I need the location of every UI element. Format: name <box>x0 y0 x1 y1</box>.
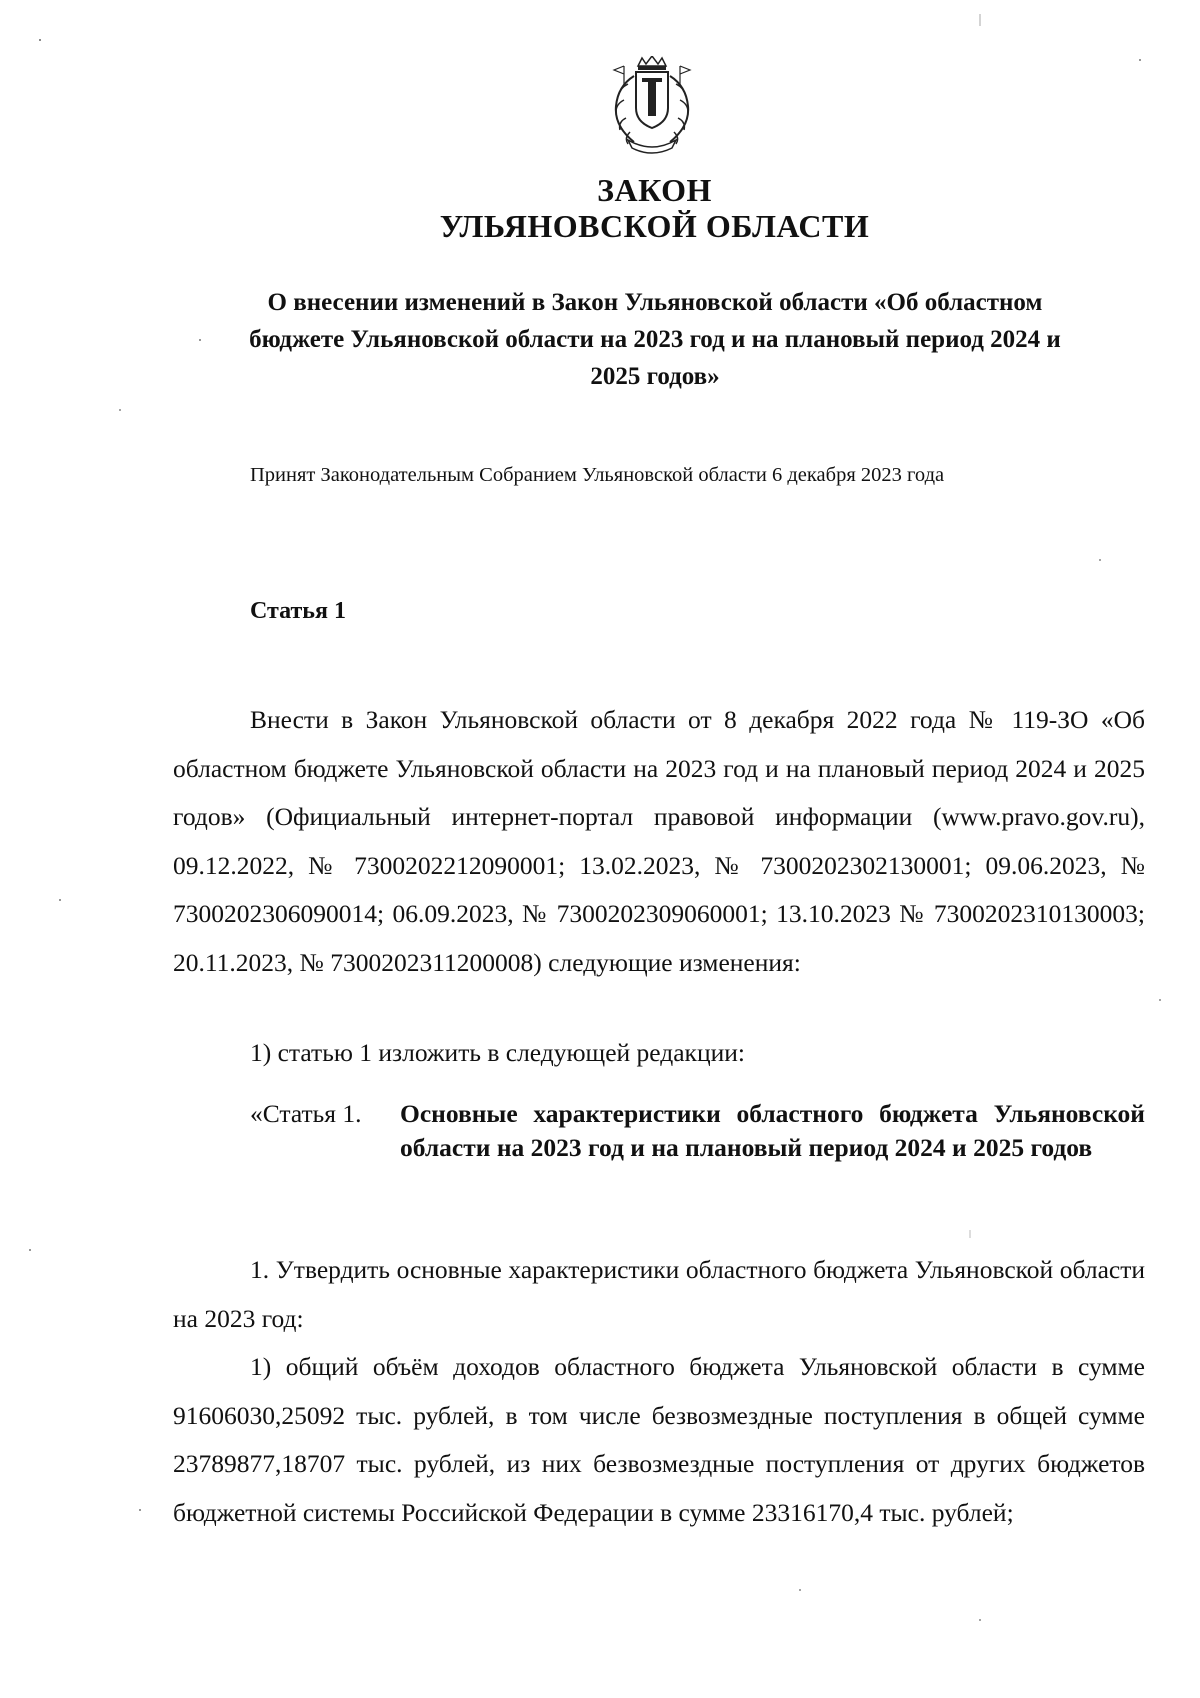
paragraph-2: 1) общий объём доходов областного бюджета Ульяновской области в сумме 91606030,25092 тыс. рублей, в том числе безвозмездные поступления в общей сумме 23789877,18707 тыс. рублей, из них безвозмездные поступления от других бюджетов бюджетной системы Российской Федерации в сумме 23316170,4 тыс. рублей; <box>173 1352 1145 1527</box>
adoption-note: Принят Законодательным Собранием Ульяновской области 6 декабря 2023 года <box>250 464 945 486</box>
paragraph-1: 1. Утвердить основные характеристики областного бюджета Ульяновской области на 2023 год: <box>173 1255 1145 1333</box>
point-1: 1) статью 1 изложить в следующей редакции: <box>250 1038 745 1067</box>
article-intro: Внести в Закон Ульяновской области от 8 декабря 2022 года № 119-ЗО «Об областном бюджете Ульяновской области на 2023 год и на плановый период 2024 и 2025 годов» (Официальный интернет-портал правовой информации (www.pravo.gov.ru), 09.12.2022, № 7300202212090001; 13.02.2023, № 7300202302130001; 09.06.2023, № 7300202306090014; 06.09.2023, № 7300202309060001; 13.10.2023 № 7300202310130003; 20.11.2023, № 7300202311200008) следующие изменения: <box>173 705 1145 977</box>
sub-article-title: Основные характеристики областного бюджета Ульяновской области на 2023 год и на плановый период 2024 и 2025 годов <box>400 1099 1145 1162</box>
article-heading: Статья 1 <box>250 598 346 624</box>
coat-of-arms-icon <box>598 56 706 156</box>
document-title: ЗАКОН <box>597 172 712 208</box>
document-title-region: УЛЬЯНОВСКОЙ ОБЛАСТИ <box>439 208 870 244</box>
sub-article-label: «Статья 1. <box>250 1099 362 1128</box>
sub-article <box>250 1097 1145 1165</box>
document-subtitle: О внесении изменений в Закон Ульяновской области «Об областном бюджете Ульяновской области на 2023 год и на плановый период 2024 и 2025 годов» <box>249 289 1061 390</box>
